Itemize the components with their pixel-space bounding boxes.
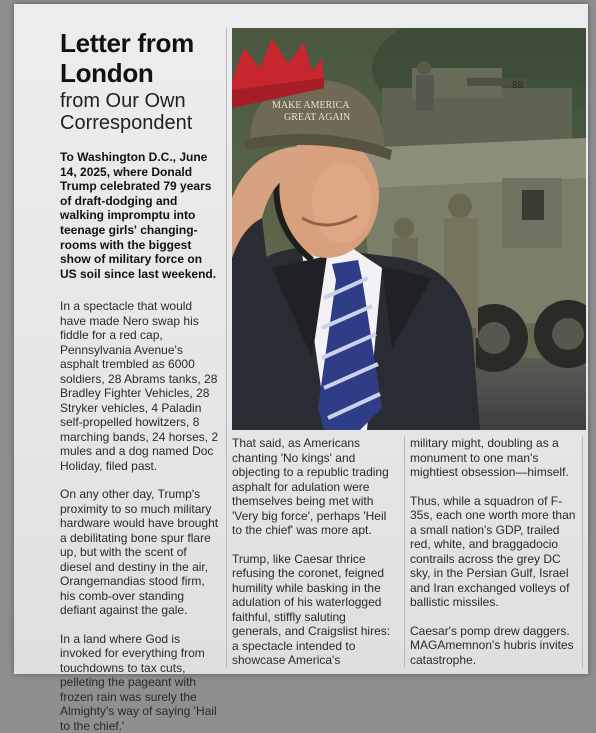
paragraph: Trump, like Caesar thrice refusing the coronet, feigned humility while basking in the adulation of his waterlogged faithful, stiffly saluting generals, and Craigslist hires: a spectacle intended to showcase America's [232,551,391,667]
paragraph: Thus, while a squadron of F-35s, each one worth more than a small nation's GDP, trailed red, white, and braggadocio contrails across the grey DC sky, in the Persian Gulf, Israel and Iran exchanged volleys of ballistic missiles. [410,493,576,609]
paragraph: In a land where God is invoked for everything from touchdowns to tax cuts, pelleting the pageant with frozen rain was surely the Almighty's way of saying 'Hail to the chief.' [60,631,217,733]
column-rule-edge [582,436,583,668]
paragraph: In a spectacle that would have made Nero swap his fiddle for a red cap, Pennsylvania Avenue's asphalt trembled as 6000 soldiers, 28 Abrams tanks, 28 Bradley Fighter Vehicles, 28 Stryker vehicles, 4 Paladin self-propelled howitzers, 8 marching bands, 24 horses, 2 mules and a dog named Doc Holiday, filed past. [60,299,219,473]
helmet-text-line2: GREAT AGAIN [284,112,351,123]
article-headline: Letter from London [60,28,194,88]
paragraph: military might, doubling as a monument to one man's mightiest obsession—himself. [410,436,569,479]
column-rule-1 [226,28,227,668]
photo-illustration [232,28,586,430]
article-column-3 [410,436,576,667]
article-photo [232,28,586,430]
article-column-2 [232,436,398,668]
paragraph: On any other day, Trump's proximity to so much military hardware would have brought a debilitating bone spur flare up, but with the scent of diesel and destiny in the air, Orangemandias stood firm, his comb-over standing defiant against the gale. [60,487,219,618]
helmet-text-line1: MAKE AMERICA [272,100,350,111]
article-column-1 [60,28,220,733]
paragraph: That said, as Americans chanting 'No kings' and objecting to a republic trading asphalt for adulation were themselves being met with 'Very big force', perhaps 'Heil to the chief' was more apt. [232,436,389,537]
paragraph: Caesar's pomp drew daggers. MAGAmemnon's hubris invites catastrophe. [410,623,574,667]
article-dateline: To Washington D.C., June 14, 2025, where Donald Trump celebrated 79 years of draft-dodging and walking impromptu into teenage girls' changing-rooms with the biggest show of military force on US soil since last weekend. [60,150,217,281]
newspaper-page [14,4,588,733]
vehicle-marking: 88 [512,80,524,91]
article-subhead: from Our Own Correspondent [60,90,193,134]
column-rule-2 [404,436,405,668]
